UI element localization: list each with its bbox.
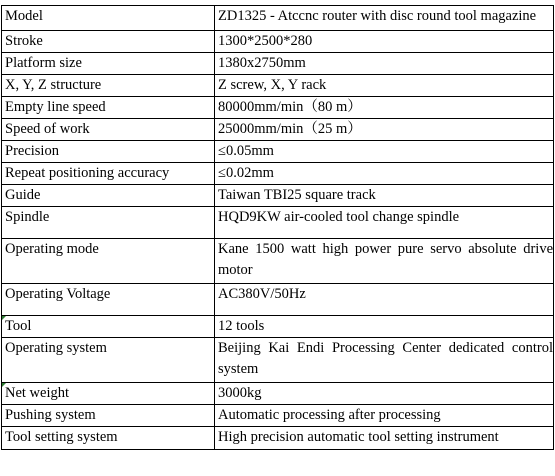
spec-value: 80000mm/min（80 m）: [215, 97, 554, 119]
spec-value: Kane 1500 watt high power pure servo absolute drive motor: [215, 239, 554, 284]
spec-label: Speed of work: [2, 119, 215, 141]
spec-row-guide: [2, 185, 554, 207]
spec-value: 1380x2750mm: [215, 53, 554, 75]
spec-row-operating-system: [2, 338, 554, 383]
spec-label: Pushing system: [2, 405, 215, 427]
spec-label-cell: [2, 316, 215, 338]
spec-value: ZD1325 - Atccnc router with disc round tool magazine: [215, 6, 554, 31]
spec-row-empty-line-speed: [2, 97, 554, 119]
spec-value: Z screw, X, Y rack: [215, 75, 554, 97]
spec-row-stroke: [2, 31, 554, 53]
spec-value: Beijing Kai Endi Processing Center dedicated control system: [215, 338, 554, 383]
spec-row-platform-size: [2, 53, 554, 75]
spec-label: Precision: [2, 141, 215, 163]
spec-label: Repeat positioning accuracy: [2, 163, 215, 185]
spec-row-precision: [2, 141, 554, 163]
spec-row-repeat-positioning: [2, 163, 554, 185]
cell-corner-marker: [2, 383, 6, 387]
spec-label: Tool setting system: [2, 427, 215, 450]
spec-value: ≤0.05mm: [215, 141, 554, 163]
spec-value: 25000mm/min（25 m）: [215, 119, 554, 141]
spec-row-spindle: [2, 207, 554, 239]
spec-value: AC380V/50Hz: [215, 284, 554, 316]
spec-label: Empty line speed: [2, 97, 215, 119]
spec-value: Taiwan TBI25 square track: [215, 185, 554, 207]
spec-row-speed-of-work: [2, 119, 554, 141]
spec-row-tool: [2, 316, 554, 338]
cell-corner-marker: [2, 316, 6, 320]
spec-label: Stroke: [2, 31, 215, 53]
spec-label: Operating Voltage: [2, 284, 215, 316]
spec-label: X, Y, Z structure: [2, 75, 215, 97]
spec-value: HQD9KW air-cooled tool change spindle: [215, 207, 554, 239]
spec-value: ≤0.02mm: [215, 163, 554, 185]
spec-value: High precision automatic tool setting instrument: [215, 427, 554, 450]
spec-label: Operating mode: [2, 239, 215, 284]
spec-value: 12 tools: [215, 316, 554, 338]
spec-row-tool-setting-system: [2, 427, 554, 450]
spec-row-model: [2, 6, 554, 31]
spec-label: Tool: [5, 318, 32, 334]
spec-label: Net weight: [5, 385, 70, 401]
spec-row-operating-mode: [2, 239, 554, 284]
spec-label-cell: [2, 383, 215, 405]
spec-row-net-weight: [2, 383, 554, 405]
spec-label: Platform size: [2, 53, 215, 75]
spec-row-pushing-system: [2, 405, 554, 427]
spec-value: 1300*2500*280: [215, 31, 554, 53]
spec-value: Automatic processing after processing: [215, 405, 554, 427]
spec-value: 3000kg: [215, 383, 554, 405]
spec-row-xyz-structure: [2, 75, 554, 97]
spec-label: Model: [2, 6, 215, 31]
spec-label: Operating system: [2, 338, 215, 383]
spec-row-operating-voltage: [2, 284, 554, 316]
spec-label: Guide: [2, 185, 215, 207]
spec-label: Spindle: [2, 207, 215, 239]
spec-table: [1, 5, 554, 450]
